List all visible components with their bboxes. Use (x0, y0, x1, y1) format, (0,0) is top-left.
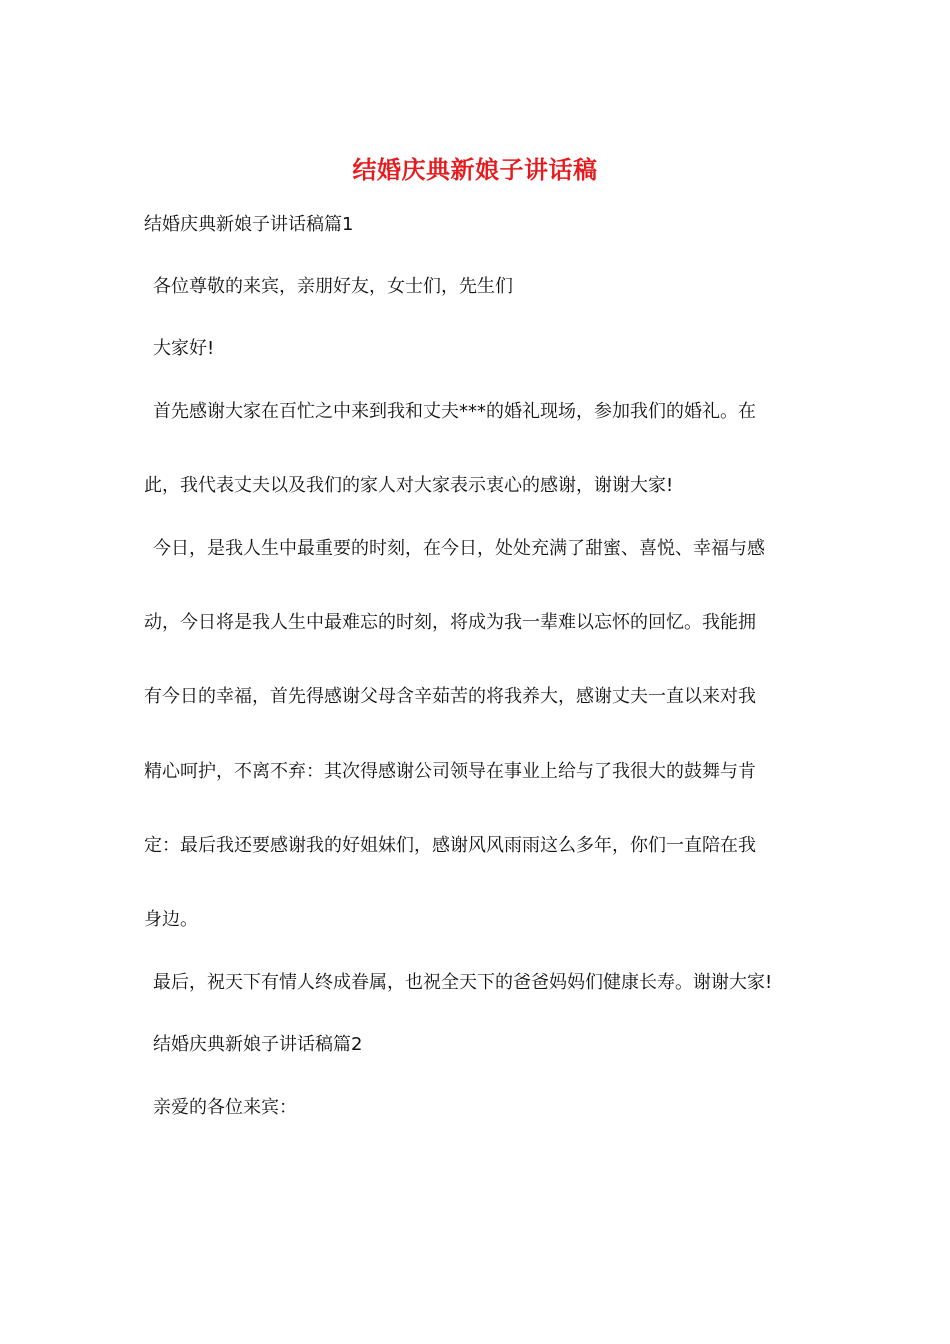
section-heading-1: 结婚庆典新娘子讲话稿篇1 (144, 214, 354, 235)
paragraph-line: 首先感谢大家在百忙之中来到我和丈夫***的婚礼现场，参加我们的婚礼。在 (153, 401, 756, 422)
closing-line: 最后，祝天下有情人终成眷属，也祝全天下的爸爸妈妈们健康长寿。谢谢大家! (153, 972, 773, 993)
paragraph-line: 此，我代表丈夫以及我们的家人对大家表示衷心的感谢，谢谢大家! (144, 475, 674, 496)
paragraph-line: 精心呵护，不离不弃：其次得感谢公司领导在事业上给与了我很大的鼓舞与肯 (144, 761, 756, 782)
paragraph-line: 身边。 (144, 909, 198, 930)
paragraph-line: 有今日的幸福，首先得感谢父母含辛茹苦的将我养大，感谢丈夫一直以来对我 (144, 686, 756, 707)
section-heading-2: 结婚庆典新娘子讲话稿篇2 (153, 1034, 363, 1055)
paragraph-line: 定：最后我还要感谢我的好姐妹们，感谢风风雨雨这么多年，你们一直陪在我 (144, 835, 756, 856)
document-title: 结婚庆典新娘子讲话稿 (352, 156, 598, 184)
paragraph-line: 今日，是我人生中最重要的时刻，在今日，处处充满了甜蜜、喜悦、幸福与感 (153, 538, 765, 559)
paragraph-line: 动，今日将是我人生中最难忘的时刻，将成为我一辈难以忘怀的回忆。我能拥 (144, 612, 756, 633)
salutation-line: 亲爱的各位来宾： (153, 1097, 297, 1118)
greeting-line: 各位尊敬的来宾，亲朋好友，女士们，先生们 (153, 276, 513, 297)
hello-line: 大家好! (153, 338, 215, 359)
